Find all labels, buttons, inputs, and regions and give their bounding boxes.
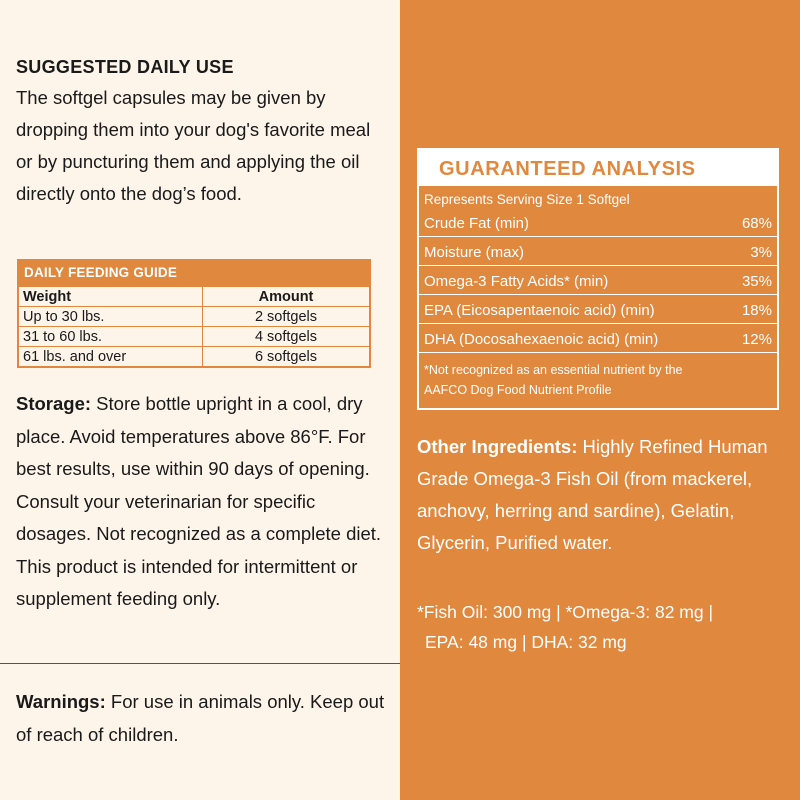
footnote-line: *Not recognized as an essential nutrient by the	[424, 363, 683, 377]
other-ingredients-paragraph	[417, 431, 787, 559]
right-panel	[400, 0, 800, 800]
nutrient-name: EPA (Eicosapentaenoic acid) (min)	[424, 301, 655, 319]
feeding-guide-title: DAILY FEEDING GUIDE	[18, 260, 370, 286]
storage-label: Storage:	[16, 393, 92, 414]
nutrient-name: Moisture (max)	[424, 243, 525, 261]
fish-oil-line: *Fish Oil: 300 mg | *Omega-3: 82 mg |	[417, 602, 714, 622]
warnings-text: For use in animals only. Keep out of reach of children.	[16, 691, 385, 745]
serving-size: Represents Serving Size 1 Softgel	[424, 192, 630, 207]
feeding-guide-table	[17, 259, 371, 368]
nutrient-name: Crude Fat (min)	[424, 214, 530, 232]
storage-paragraph	[16, 388, 391, 616]
nutrient-value: 3%	[750, 243, 772, 261]
nutrient-value: 18%	[741, 301, 772, 319]
usage-heading: SUGGESTED DAILY USE	[16, 57, 234, 77]
amount-cell: 6 softgels	[203, 347, 370, 367]
nutrient-value: 68%	[741, 214, 772, 232]
analysis-row	[419, 326, 777, 353]
divider	[0, 663, 400, 664]
weight-cell: 61 lbs. and over	[19, 347, 203, 367]
table-row	[19, 327, 370, 347]
storage-text: Store bottle upright in a cool, dry place. Avoid temperatures above 86°F. For best results, use within 90 days of opening. Consult your veterinarian for specific dosages. Not recognized as a complete diet. This product is intended for intermittent or supplement feeding only.	[16, 393, 382, 609]
warnings-paragraph	[16, 686, 391, 751]
amount-cell: 2 softgels	[203, 307, 370, 327]
analysis-row	[419, 297, 777, 324]
analysis-row	[419, 268, 777, 295]
analysis-row	[419, 210, 777, 237]
weight-cell: Up to 30 lbs.	[19, 307, 203, 327]
guaranteed-analysis-box	[417, 148, 779, 410]
nutrient-value: 12%	[741, 330, 772, 348]
other-ingredients-label: Other Ingredients:	[417, 436, 578, 457]
fish-oil-line: EPA: 48 mg | DHA: 32 mg	[425, 632, 627, 652]
nutrient-value: 35%	[741, 272, 772, 290]
analysis-row	[419, 239, 777, 266]
usage-text: The softgel capsules may be given by dropping them into your dog's favorite meal or by puncturing them and applying the oil directly onto the dog’s food.	[16, 87, 371, 204]
weight-column-header: Weight	[19, 287, 203, 307]
amount-cell: 4 softgels	[203, 327, 370, 347]
nutrient-name: Omega-3 Fatty Acids* (min)	[424, 272, 609, 290]
feeding-header-row	[19, 287, 370, 307]
analysis-title: GUARANTEED ANALYSIS	[419, 150, 777, 186]
table-row	[19, 307, 370, 327]
weight-cell: 31 to 60 lbs.	[19, 327, 203, 347]
fish-oil-content	[417, 597, 797, 657]
other-ingredients-text: Highly Refined Human Grade Omega-3 Fish Oil (from mackerel, anchovy, herring and sardine), Gelatin, Glycerin, Purified water.	[417, 436, 768, 553]
table-row	[19, 347, 370, 367]
analysis-footnote	[419, 353, 777, 400]
amount-column-header: Amount	[203, 287, 370, 307]
nutrient-name: DHA (Docosahexaenoic acid) (min)	[424, 330, 659, 348]
footnote-line: AAFCO Dog Food Nutrient Profile	[424, 383, 612, 397]
warnings-label: Warnings:	[16, 691, 106, 712]
